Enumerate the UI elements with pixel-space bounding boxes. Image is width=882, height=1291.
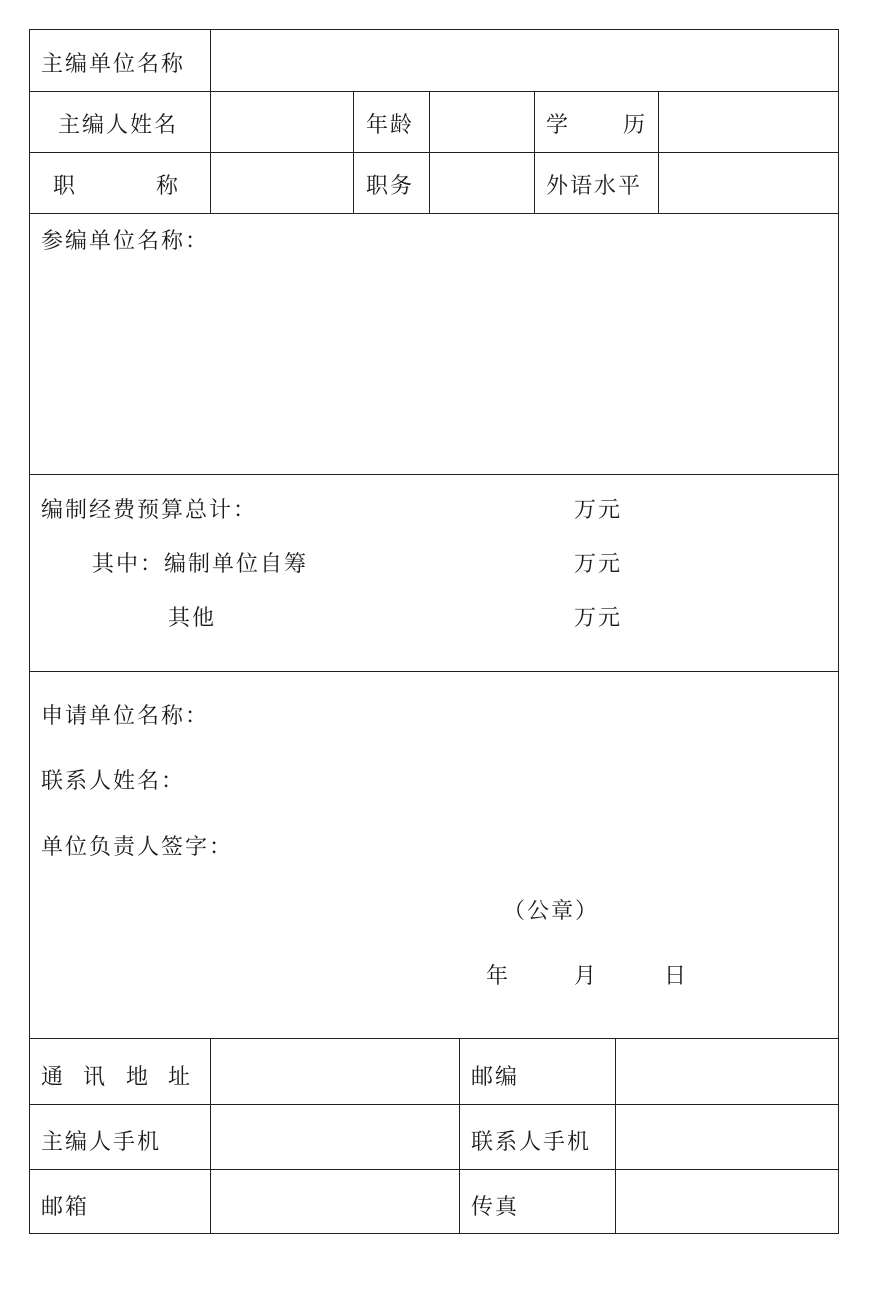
address-label-char-3: 地	[126, 1065, 151, 1090]
row-divider	[29, 671, 839, 672]
row-divider	[29, 1038, 839, 1039]
row-divider	[29, 152, 839, 153]
postcode-label: 邮编	[471, 1065, 520, 1090]
col-divider	[534, 91, 535, 213]
email-field[interactable]	[212, 1171, 458, 1233]
col-divider	[210, 1038, 211, 1234]
education-field[interactable]	[660, 93, 837, 151]
participating-units-label: 参编单位名称：	[41, 229, 210, 254]
fax-field[interactable]	[617, 1171, 837, 1233]
fax-label: 传真	[471, 1195, 520, 1220]
age-field[interactable]	[431, 93, 533, 151]
date-day-label: 日	[664, 964, 689, 989]
foreign-language-field[interactable]	[660, 154, 837, 212]
row-divider	[29, 213, 839, 214]
address-label-char-2: 讯	[83, 1065, 108, 1090]
col-divider	[459, 1038, 460, 1234]
professional-title-label-char-1: 职	[53, 174, 78, 199]
chief-editor-phone-label: 主编人手机	[41, 1130, 162, 1155]
chief-editor-name-field[interactable]	[212, 93, 352, 151]
address-label-char-1: 通	[41, 1065, 66, 1090]
professional-title-label-char-2: 称	[156, 174, 181, 199]
budget-other-label: 其他	[168, 606, 217, 631]
budget-self-funded-label: 其中：编制单位自筹	[92, 552, 309, 577]
date-year-label: 年	[486, 964, 511, 989]
contact-phone-field[interactable]	[617, 1106, 837, 1168]
contact-phone-label: 联系人手机	[471, 1130, 592, 1155]
col-divider	[353, 91, 354, 213]
budget-total-label: 编制经费预算总计：	[41, 498, 258, 523]
budget-self-funded-unit: 万元	[574, 552, 623, 577]
email-label: 邮箱	[41, 1195, 90, 1220]
position-field[interactable]	[431, 154, 533, 212]
col-divider	[615, 1038, 616, 1234]
address-label-char-4: 址	[168, 1065, 193, 1090]
official-seal-label: （公章）	[503, 899, 600, 924]
row-divider	[29, 1169, 839, 1170]
chief-editor-unit-label: 主编单位名称	[41, 52, 186, 77]
col-divider	[210, 29, 211, 213]
chief-editor-name-label: 主编人姓名	[58, 113, 179, 138]
row-divider	[29, 91, 839, 92]
foreign-language-label: 外语水平	[546, 174, 643, 199]
col-divider	[429, 91, 430, 213]
row-divider	[29, 1104, 839, 1105]
col-divider	[658, 91, 659, 213]
professional-title-field[interactable]	[212, 154, 352, 212]
position-label: 职务	[366, 174, 415, 199]
applicant-unit-label: 申请单位名称：	[41, 704, 210, 729]
education-label-char-2: 历	[623, 113, 648, 138]
chief-editor-unit-field[interactable]	[212, 31, 837, 90]
row-divider	[29, 474, 839, 475]
postcode-field[interactable]	[617, 1040, 837, 1103]
budget-total-unit: 万元	[574, 498, 623, 523]
unit-head-signature-label: 单位负责人签字：	[41, 835, 234, 860]
age-label: 年龄	[366, 113, 415, 138]
contact-name-label: 联系人姓名：	[41, 769, 186, 794]
address-field[interactable]	[212, 1040, 458, 1103]
date-month-label: 月	[574, 964, 599, 989]
budget-other-unit: 万元	[574, 606, 623, 631]
participating-units-field[interactable]	[31, 260, 837, 472]
education-label-char-1: 学	[546, 113, 571, 138]
chief-editor-phone-field[interactable]	[212, 1106, 458, 1168]
